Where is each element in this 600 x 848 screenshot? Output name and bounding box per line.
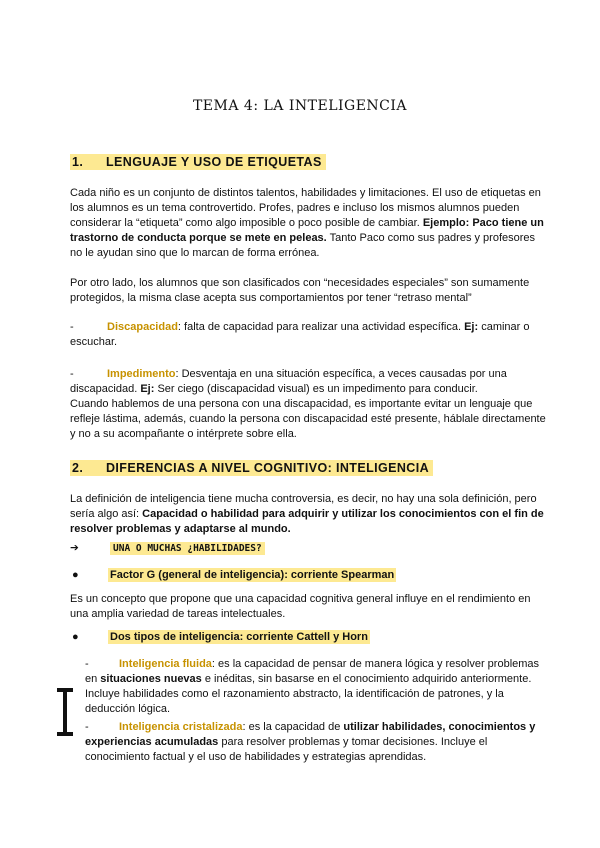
term-discapacidad: Discapacidad xyxy=(107,321,178,333)
definition-discapacidad xyxy=(70,320,550,350)
bullet-icon: ● xyxy=(72,631,79,643)
section-2-heading xyxy=(70,460,433,476)
bold-situaciones: situaciones nuevas xyxy=(100,673,202,685)
text-run: : Desventaja en una situación específica, a veces causadas por una discapacidad. xyxy=(70,368,507,395)
text-cursor-icon xyxy=(57,688,73,736)
dash-marker: - xyxy=(85,658,89,670)
definition-bold: Capacidad o habilidad para adquirir y utilizar los conocimientos con el fin de resolver problemas y adaptarse al mundo. xyxy=(70,508,544,535)
text-run: : falta de capacidad para realizar una actividad específica. xyxy=(177,321,465,333)
text-run: Ser ciego (discapacidad visual) es un impedimento para conducir. xyxy=(154,383,478,395)
text-run: La definición de inteligencia tiene mucha controversia, es decir, no hay una sola definición, pero sería algo así: xyxy=(70,493,537,520)
dash-marker: - xyxy=(85,721,89,733)
text-run: : es la capacidad de xyxy=(242,721,344,733)
factor-g-label: Factor G (general de inteligencia): corriente Spearman xyxy=(110,569,395,581)
text-run: Cada niño es un conjunto de distintos talentos, habilidades y limitaciones. El uso de etiquetas en los alumnos es un tema controvertido. Profes, padres e incluso los mismos alumnos pueden considerar la “etiqueta” como algo imposible o poco posible de cambiar. xyxy=(70,187,541,229)
text-run: : es la capacidad de pensar de manera lógica y resolver problemas en xyxy=(85,658,540,685)
paragraph-definicion xyxy=(70,492,550,537)
dash-marker: - xyxy=(70,368,74,380)
section-1-number: 1. xyxy=(72,155,84,169)
text-run: e inéditas, sin basarse en el conocimiento adquirido anteriormente. Incluye habilidades como el razonamiento abstracto, la identificación de patrones, y la deducción lógica. xyxy=(85,673,532,715)
arrow-icon: ➔ xyxy=(70,542,79,554)
section-2-title: DIFERENCIAS A NIVEL COGNITIVO: INTELIGENCIA xyxy=(106,461,430,475)
ej-label: Ej: xyxy=(140,383,155,395)
section-1-heading xyxy=(70,154,326,170)
text-run: caminar o escuchar. xyxy=(70,321,530,348)
bold-habilidades: utilizar habilidades, conocimientos y experiencias acumuladas xyxy=(85,721,536,748)
dash-marker: - xyxy=(70,321,74,333)
page-title: TEMA 4: LA INTELIGENCIA xyxy=(192,98,408,114)
text-run: Tanto Paco como sus padres y profesores no le ayudan sino que lo marcan de forma errónea. xyxy=(70,232,536,259)
term-cristalizada: Inteligencia cristalizada xyxy=(119,721,243,733)
dos-tipos-label: Dos tipos de inteligencia: corriente Cattell y Horn xyxy=(110,631,368,643)
text-run: para resolver problemas y tomar decisiones. Incluye el conocimiento factual y el uso de habilidades y estrategias aprendidas. xyxy=(85,736,488,763)
definition-cristalizada xyxy=(85,720,551,765)
dos-tipos-heading xyxy=(70,630,372,644)
question-label: UNA O MUCHAS ¿HABILIDADES? xyxy=(110,542,265,555)
question-row xyxy=(70,542,265,554)
paragraph-necesidades: Por otro lado, los alumnos que son clasificados con “necesidades especiales” son sumamente protegidos, la misma clase acepta sus comportamientos por tener “retraso mental” xyxy=(70,277,530,304)
paragraph-factor-g: Es un concepto que propone que una capacidad cognitiva general influye en el rendimiento en una amplia variedad de tareas intelectuales. xyxy=(70,593,531,620)
definition-impedimento xyxy=(70,367,550,397)
section-2-number: 2. xyxy=(72,461,84,475)
section-1-title: LENGUAJE Y USO DE ETIQUETAS xyxy=(106,155,322,169)
example-text: Ejemplo: Paco tiene un trastorno de conducta porque se mete en peleas. xyxy=(70,217,544,244)
definition-fluida xyxy=(85,657,551,717)
bullet-icon: ● xyxy=(72,569,79,581)
term-fluida: Inteligencia fluida xyxy=(119,658,212,670)
ej-label: Ej: xyxy=(464,321,479,333)
term-impedimento: Impedimento xyxy=(107,368,176,380)
paragraph-lenguaje: Cuando hablemos de una persona con una discapacidad, es importante evitar un lenguaje que refleje lástima, además, cuando la persona con discapacidad esté presente, háblale directamente y no a su acompañante o intérprete sobre ella. xyxy=(70,398,546,440)
factor-g-heading xyxy=(70,568,398,582)
paragraph-etiquetas xyxy=(70,186,550,261)
